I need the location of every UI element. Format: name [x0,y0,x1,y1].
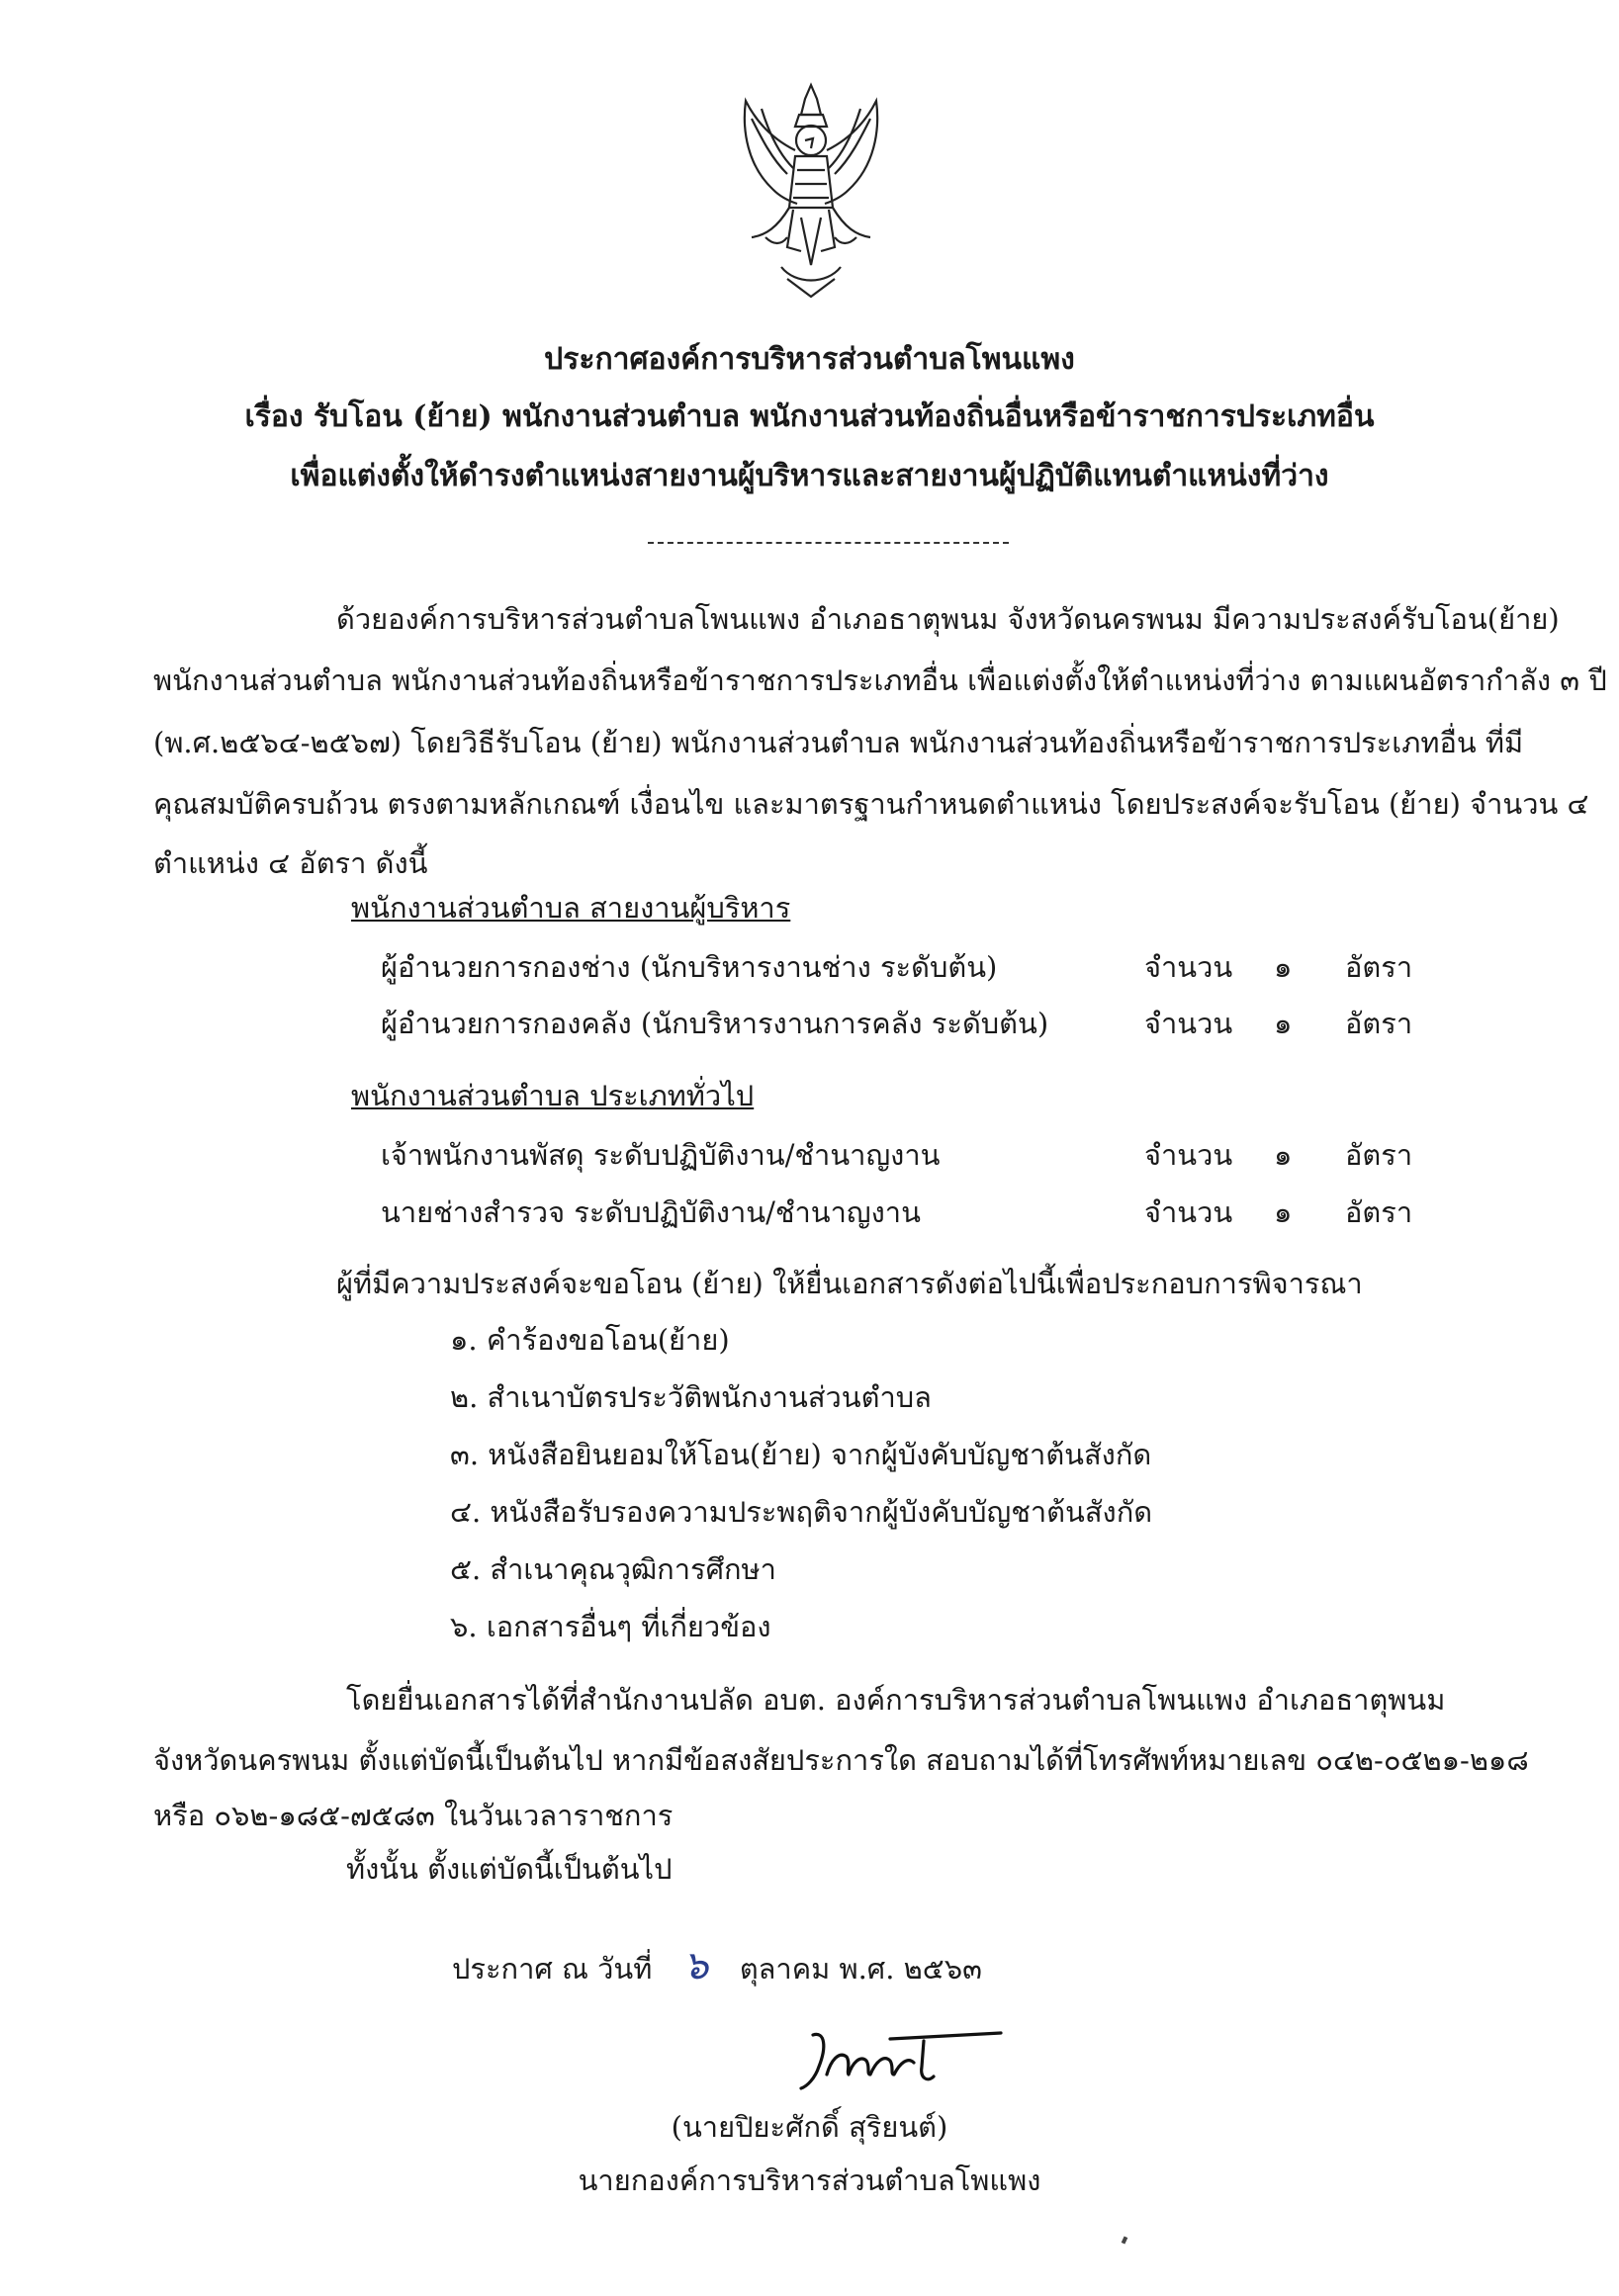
document-list-item: ๒. สำเนาบัตรประวัติพนักงานส่วนตำบล [450,1380,932,1414]
position-row [0,1001,1619,1044]
scan-speck [1122,2236,1128,2244]
date-suffix: ตุลาคม พ.ศ. ๒๕๖๓ [739,1952,982,1986]
section-heading-general: พนักงานส่วนตำบล ประเภททั่วไป [351,1079,755,1112]
position-title: นายช่างสำรวจ ระดับปฏิบัติงาน/ชำนาญงาน [381,1195,921,1229]
position-row [0,944,1619,988]
section-heading-executive: พนักงานส่วนตำบล สายงานผู้บริหาร [351,891,791,925]
intro-paragraph-line: ด้วยองค์การบริหารส่วนตำบลโพนแพง อำเภอธาตุพนม จังหวัดนครพนม มีความประสงค์รับโอน(ย้าย) [336,602,1560,636]
intro-paragraph-line: (พ.ศ.๒๕๖๔-๒๕๖๗) โดยวิธีรับโอน (ย้าย) พนักงานส่วนตำบล พนักงานส่วนท้องถิ่นหรือข้าราชการประเภทอื่น ที่มี [153,726,1524,759]
position-count: ๑ [1274,950,1293,984]
position-count-label: จำนวน [1144,950,1233,984]
document-list-item: ๔. หนังสือรับรองความประพฤติจากผู้บังคับบัญชาต้นสังกัด [450,1495,1153,1529]
documents-intro: ผู้ที่มีความประสงค์จะขอโอน (ย้าย) ให้ยื่นเอกสารดังต่อไปนี้เพื่อประกอบการพิจารณา [336,1267,1363,1300]
handwritten-day: ๖ [682,1943,709,1988]
position-row [0,1132,1619,1176]
position-title: เจ้าพนักงานพัสดุ ระดับปฏิบัติงาน/ชำนาญงาน [381,1138,941,1172]
position-title: ผู้อำนวยการกองช่าง (นักบริหารงานช่าง ระดับต้น) [381,950,998,984]
handwritten-signature-icon [791,2017,1014,2101]
document-list-item: ๖. เอกสารอื่นๆ ที่เกี่ยวข้อง [450,1610,771,1643]
position-unit: อัตรา [1345,1138,1413,1172]
document-list-item: ๑. คำร้องขอโอน(ย้าย) [450,1323,730,1357]
position-count-label: จำนวน [1144,1195,1233,1229]
contact-paragraph-line: จังหวัดนครพนม ตั้งแต่บัดนี้เป็นต้นไป หากมีข้อสงสัยประการใด สอบถามได้ที่โทรศัพท์หมายเลข ๐๔๒-๐๕๒๑-๒๑๘ [153,1743,1529,1777]
intro-paragraph-line: พนักงานส่วนตำบล พนักงานส่วนท้องถิ่นหรือข้าราชการประเภทอื่น เพื่อแต่งตั้งให้ตำแหน่งที่ว่าง ตามแผนอัตรากำลัง ๓ ปี [153,663,1607,697]
intro-paragraph-line: ตำแหน่ง ๔ อัตรา ดังนี้ [153,846,428,880]
position-count-label: จำนวน [1144,1007,1233,1040]
contact-paragraph-line: โดยยื่นเอกสารได้ที่สำนักงานปลัด อบต. องค์การบริหารส่วนตำบลโพนแพง อำเภอธาตุพนม [346,1683,1446,1717]
garuda-emblem-icon [722,79,900,302]
position-title: ผู้อำนวยการกองคลัง (นักบริหารงานการคลัง ระดับต้น) [381,1007,1049,1040]
position-row [0,1190,1619,1233]
position-unit: อัตรา [1345,1195,1413,1229]
position-unit: อัตรา [1345,950,1413,984]
position-count: ๑ [1274,1007,1293,1040]
signatory-title: นายกองค์การบริหารส่วนตำบลโพแพง [578,2164,1041,2197]
announcement-date [452,1933,982,1996]
intro-paragraph-line: คุณสมบัติครบถ้วน ตรงตามหลักเกณฑ์ เงื่อนไข และมาตรฐานกำหนดตำแหน่ง โดยประสงค์จะรับโอน (ย้าย) จำนวน ๔ [153,787,1589,821]
announcement-subject: เรื่อง รับโอน (ย้าย) พนักงานส่วนตำบล พนักงานส่วนท้องถิ่นอื่นหรือข้าราชการประเภทอื่น [244,399,1375,434]
position-count: ๑ [1274,1138,1293,1172]
position-count: ๑ [1274,1195,1293,1229]
document-list-item: ๓. หนังสือยินยอมให้โอน(ย้าย) จากผู้บังคับบัญชาต้นสังกัด [450,1438,1152,1471]
closing-line: ทั้งนั้น ตั้งแต่บัดนี้เป็นต้นไป [346,1852,673,1886]
title-divider [648,542,1009,544]
position-count-label: จำนวน [1144,1138,1233,1172]
date-prefix: ประกาศ ณ วันที่ [452,1952,653,1986]
announcement-title: ประกาศองค์การบริหารส่วนตำบลโพนแพง [544,342,1075,377]
announcement-subject-continued: เพื่อแต่งตั้งให้ดำรงตำแหน่งสายงานผู้บริหารและสายงานผู้ปฏิบัติแทนตำแหน่งที่ว่าง [290,459,1329,493]
signatory-name: (นายปิยะศักดิ์ สุริยนต์) [671,2110,948,2144]
document-list-item: ๕. สำเนาคุณวุฒิการศึกษา [450,1552,776,1586]
contact-paragraph-line: หรือ ๐๖๒-๑๘๕-๗๕๘๓ ในวันเวลาราชการ [153,1799,674,1832]
position-unit: อัตรา [1345,1007,1413,1040]
